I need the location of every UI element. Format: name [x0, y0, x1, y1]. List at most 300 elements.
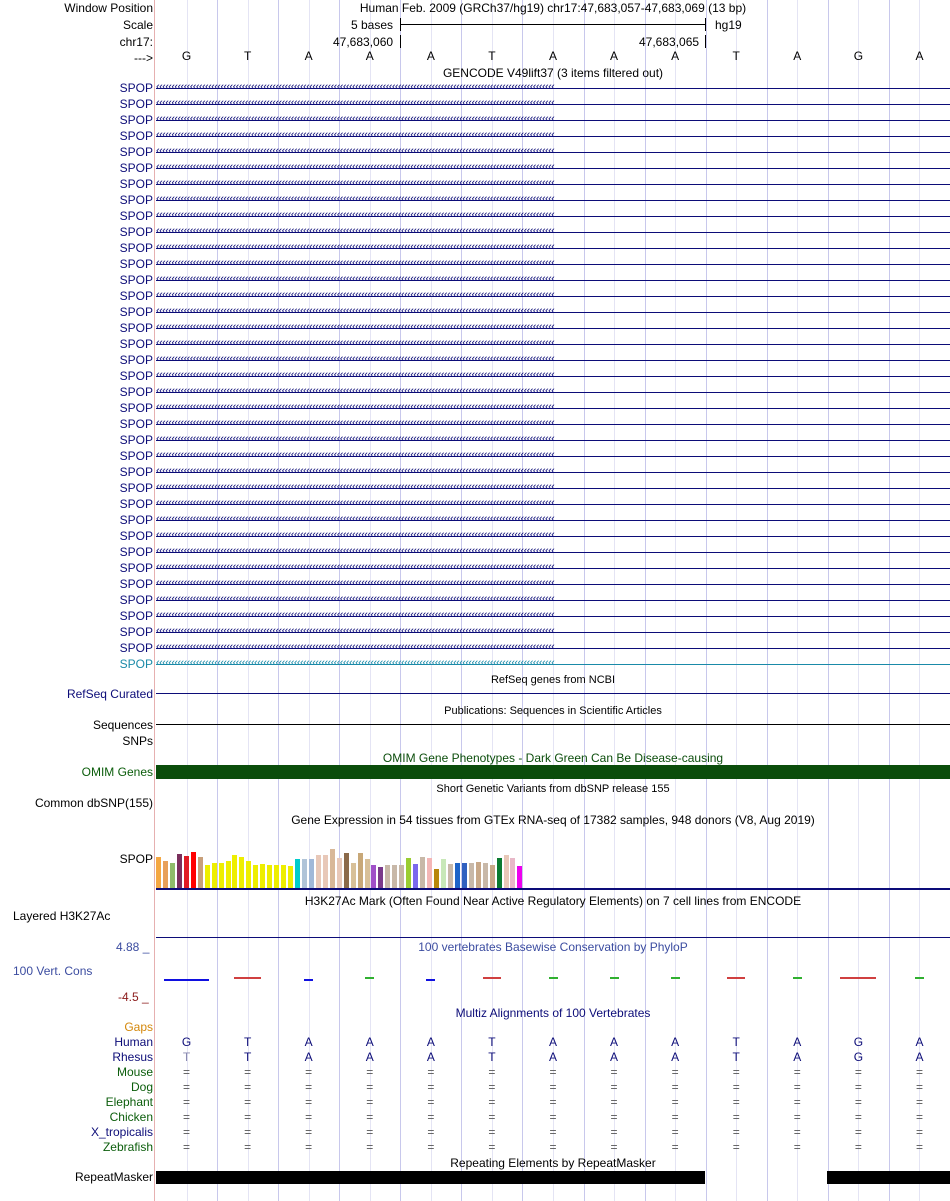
- gtex-tissue-bar[interactable]: [205, 865, 210, 888]
- gencode-transcript-label[interactable]: SPOP: [119, 369, 153, 383]
- multiz-species-label[interactable]: Zebrafish: [102, 1140, 153, 1154]
- multiz-base: =: [793, 1095, 801, 1109]
- publications-line[interactable]: [156, 724, 950, 725]
- gencode-transcript-label[interactable]: SPOP: [119, 433, 153, 447]
- multiz-base: T: [243, 1050, 252, 1064]
- multiz-species-label[interactable]: Elephant: [105, 1095, 153, 1109]
- multiz-base: =: [671, 1080, 679, 1094]
- gtex-tissue-bar[interactable]: [448, 864, 453, 888]
- publications-track-label[interactable]: Sequences: [92, 718, 153, 732]
- reference-base: A: [304, 49, 313, 63]
- gencode-transcript[interactable]: ‹‹‹‹‹‹‹‹‹‹‹‹‹‹‹‹‹‹‹‹‹‹‹‹‹‹‹‹‹‹‹‹‹‹‹‹‹‹‹‹‹‹‹‹‹‹‹‹‹‹‹‹‹‹‹‹‹‹‹‹‹‹‹‹‹‹‹‹‹‹‹‹‹‹‹‹‹‹‹‹‹‹‹‹‹‹‹‹‹‹‹‹‹‹‹‹‹‹‹‹‹‹‹‹‹‹‹‹‹‹‹‹‹‹‹‹‹‹‹‹‹‹‹‹‹‹‹‹‹‹: [156, 402, 950, 415]
- gtex-tissue-bar[interactable]: [351, 863, 356, 888]
- gtex-tissue-bar[interactable]: [309, 859, 314, 888]
- refseq-track-title: RefSeq genes from NCBI: [490, 674, 616, 686]
- gencode-transcript[interactable]: ‹‹‹‹‹‹‹‹‹‹‹‹‹‹‹‹‹‹‹‹‹‹‹‹‹‹‹‹‹‹‹‹‹‹‹‹‹‹‹‹‹‹‹‹‹‹‹‹‹‹‹‹‹‹‹‹‹‹‹‹‹‹‹‹‹‹‹‹‹‹‹‹‹‹‹‹‹‹‹‹‹‹‹‹‹‹‹‹‹‹‹‹‹‹‹‹‹‹‹‹‹‹‹‹‹‹‹‹‹‹‹‹‹‹‹‹‹‹‹‹‹‹‹‹‹‹‹‹‹‹: [156, 466, 950, 479]
- gtex-tissue-bar[interactable]: [288, 866, 293, 888]
- multiz-base: =: [305, 1080, 313, 1094]
- gencode-transcript[interactable]: ‹‹‹‹‹‹‹‹‹‹‹‹‹‹‹‹‹‹‹‹‹‹‹‹‹‹‹‹‹‹‹‹‹‹‹‹‹‹‹‹‹‹‹‹‹‹‹‹‹‹‹‹‹‹‹‹‹‹‹‹‹‹‹‹‹‹‹‹‹‹‹‹‹‹‹‹‹‹‹‹‹‹‹‹‹‹‹‹‹‹‹‹‹‹‹‹‹‹‹‹‹‹‹‹‹‹‹‹‹‹‹‹‹‹‹‹‹‹‹‹‹‹‹‹‹‹‹‹‹‹: [156, 610, 950, 623]
- multiz-base: =: [305, 1095, 313, 1109]
- multiz-species-label[interactable]: Dog: [130, 1080, 153, 1094]
- gtex-tissue-bar[interactable]: [462, 863, 467, 888]
- gtex-tissue-bar[interactable]: [253, 865, 258, 888]
- gencode-transcript-label[interactable]: SPOP: [119, 545, 153, 559]
- gtex-tissue-bar[interactable]: [260, 864, 265, 888]
- gtex-bar-chart[interactable]: [156, 828, 556, 888]
- gtex-tissue-bar[interactable]: [483, 863, 488, 888]
- reference-base: T: [243, 49, 252, 63]
- multiz-base: G: [181, 1035, 192, 1049]
- snps-track-label[interactable]: SNPs: [122, 734, 153, 748]
- gencode-transcript-label[interactable]: SPOP: [119, 465, 153, 479]
- gencode-transcript[interactable]: ‹‹‹‹‹‹‹‹‹‹‹‹‹‹‹‹‹‹‹‹‹‹‹‹‹‹‹‹‹‹‹‹‹‹‹‹‹‹‹‹‹‹‹‹‹‹‹‹‹‹‹‹‹‹‹‹‹‹‹‹‹‹‹‹‹‹‹‹‹‹‹‹‹‹‹‹‹‹‹‹‹‹‹‹‹‹‹‹‹‹‹‹‹‹‹‹‹‹‹‹‹‹‹‹‹‹‹‹‹‹‹‹‹‹‹‹‹‹‹‹‹‹‹‹‹‹‹‹‹‹: [156, 210, 950, 223]
- gtex-tissue-bar[interactable]: [295, 859, 300, 888]
- multiz-base: T: [732, 1050, 740, 1064]
- reference-base: A: [915, 49, 924, 63]
- gtex-tissue-bar[interactable]: [191, 852, 196, 888]
- gencode-transcript-label[interactable]: SPOP: [119, 225, 153, 239]
- gencode-transcript[interactable]: ‹‹‹‹‹‹‹‹‹‹‹‹‹‹‹‹‹‹‹‹‹‹‹‹‹‹‹‹‹‹‹‹‹‹‹‹‹‹‹‹‹‹‹‹‹‹‹‹‹‹‹‹‹‹‹‹‹‹‹‹‹‹‹‹‹‹‹‹‹‹‹‹‹‹‹‹‹‹‹‹‹‹‹‹‹‹‹‹‹‹‹‹‹‹‹‹‹‹‹‹‹‹‹‹‹‹‹‹‹‹‹‹‹‹‹‹‹‹‹‹‹‹‹‹‹‹‹‹‹‹: [156, 562, 950, 575]
- multiz-base: A: [671, 1035, 680, 1049]
- multiz-base: A: [304, 1050, 313, 1064]
- reference-base: A: [548, 49, 557, 63]
- multiz-base: =: [366, 1125, 374, 1139]
- multiz-species-label[interactable]: Human: [114, 1035, 153, 1049]
- gtex-tissue-bar[interactable]: [413, 864, 418, 888]
- gencode-transcript[interactable]: ‹‹‹‹‹‹‹‹‹‹‹‹‹‹‹‹‹‹‹‹‹‹‹‹‹‹‹‹‹‹‹‹‹‹‹‹‹‹‹‹‹‹‹‹‹‹‹‹‹‹‹‹‹‹‹‹‹‹‹‹‹‹‹‹‹‹‹‹‹‹‹‹‹‹‹‹‹‹‹‹‹‹‹‹‹‹‹‹‹‹‹‹‹‹‹‹‹‹‹‹‹‹‹‹‹‹‹‹‹‹‹‹‹‹‹‹‹‹‹‹‹‹‹‹‹‹‹‹‹‹: [156, 258, 950, 271]
- phylop-score-mark[interactable]: [727, 977, 745, 979]
- gtex-tissue-bar[interactable]: [490, 865, 495, 888]
- multiz-base: =: [183, 1065, 191, 1079]
- gencode-transcript[interactable]: ‹‹‹‹‹‹‹‹‹‹‹‹‹‹‹‹‹‹‹‹‹‹‹‹‹‹‹‹‹‹‹‹‹‹‹‹‹‹‹‹‹‹‹‹‹‹‹‹‹‹‹‹‹‹‹‹‹‹‹‹‹‹‹‹‹‹‹‹‹‹‹‹‹‹‹‹‹‹‹‹‹‹‹‹‹‹‹‹‹‹‹‹‹‹‹‹‹‹‹‹‹‹‹‹‹‹‹‹‹‹‹‹‹‹‹‹‹‹‹‹‹‹‹‹‹‹‹‹‹‹: [156, 514, 950, 527]
- gencode-transcript-label[interactable]: SPOP: [119, 417, 153, 431]
- reference-base: A: [671, 49, 680, 63]
- multiz-base: =: [793, 1065, 801, 1079]
- db-name: hg19: [715, 18, 742, 32]
- gencode-transcript[interactable]: ‹‹‹‹‹‹‹‹‹‹‹‹‹‹‹‹‹‹‹‹‹‹‹‹‹‹‹‹‹‹‹‹‹‹‹‹‹‹‹‹‹‹‹‹‹‹‹‹‹‹‹‹‹‹‹‹‹‹‹‹‹‹‹‹‹‹‹‹‹‹‹‹‹‹‹‹‹‹‹‹‹‹‹‹‹‹‹‹‹‹‹‹‹‹‹‹‹‹‹‹‹‹‹‹‹‹‹‹‹‹‹‹‹‹‹‹‹‹‹‹‹‹‹‹‹‹‹‹‹‹: [156, 290, 950, 303]
- gencode-transcript-label[interactable]: SPOP: [119, 657, 153, 671]
- gencode-transcript-label[interactable]: SPOP: [119, 177, 153, 191]
- gtex-tissue-bar[interactable]: [330, 849, 335, 888]
- multiz-base: =: [732, 1125, 740, 1139]
- gencode-transcript[interactable]: ‹‹‹‹‹‹‹‹‹‹‹‹‹‹‹‹‹‹‹‹‹‹‹‹‹‹‹‹‹‹‹‹‹‹‹‹‹‹‹‹‹‹‹‹‹‹‹‹‹‹‹‹‹‹‹‹‹‹‹‹‹‹‹‹‹‹‹‹‹‹‹‹‹‹‹‹‹‹‹‹‹‹‹‹‹‹‹‹‹‹‹‹‹‹‹‹‹‹‹‹‹‹‹‹‹‹‹‹‹‹‹‹‹‹‹‹‹‹‹‹‹‹‹‹‹‹‹‹‹‹: [156, 98, 950, 111]
- gencode-transcript-label[interactable]: SPOP: [119, 145, 153, 159]
- gtex-tissue-bar[interactable]: [316, 855, 321, 888]
- chrom-label: chr17:: [119, 35, 153, 49]
- gtex-tissue-bar[interactable]: [170, 863, 175, 888]
- multiz-base: A: [426, 1035, 435, 1049]
- multiz-base: A: [915, 1035, 924, 1049]
- gencode-transcript[interactable]: ‹‹‹‹‹‹‹‹‹‹‹‹‹‹‹‹‹‹‹‹‹‹‹‹‹‹‹‹‹‹‹‹‹‹‹‹‹‹‹‹‹‹‹‹‹‹‹‹‹‹‹‹‹‹‹‹‹‹‹‹‹‹‹‹‹‹‹‹‹‹‹‹‹‹‹‹‹‹‹‹‹‹‹‹‹‹‹‹‹‹‹‹‹‹‹‹‹‹‹‹‹‹‹‹‹‹‹‹‹‹‹‹‹‹‹‹‹‹‹‹‹‹‹‹‹‹‹‹‹‹: [156, 530, 950, 543]
- multiz-base: =: [732, 1065, 740, 1079]
- multiz-base: =: [549, 1080, 557, 1094]
- gtex-tissue-bar[interactable]: [371, 865, 376, 888]
- reference-base: A: [610, 49, 619, 63]
- multiz-base: =: [915, 1125, 923, 1139]
- gencode-transcript-label[interactable]: SPOP: [119, 129, 153, 143]
- gtex-tissue-bar[interactable]: [427, 858, 432, 888]
- multiz-base: =: [488, 1125, 496, 1139]
- multiz-base: =: [305, 1140, 313, 1154]
- multiz-base: =: [244, 1125, 252, 1139]
- gencode-transcript[interactable]: ‹‹‹‹‹‹‹‹‹‹‹‹‹‹‹‹‹‹‹‹‹‹‹‹‹‹‹‹‹‹‹‹‹‹‹‹‹‹‹‹‹‹‹‹‹‹‹‹‹‹‹‹‹‹‹‹‹‹‹‹‹‹‹‹‹‹‹‹‹‹‹‹‹‹‹‹‹‹‹‹‹‹‹‹‹‹‹‹‹‹‹‹‹‹‹‹‹‹‹‹‹‹‹‹‹‹‹‹‹‹‹‹‹‹‹‹‹‹‹‹‹‹‹‹‹‹‹‹‹‹: [156, 226, 950, 239]
- multiz-base: =: [305, 1065, 313, 1079]
- multiz-base: =: [244, 1110, 252, 1124]
- phylop-ymax: 4.88 _: [116, 940, 150, 954]
- gencode-transcript-label[interactable]: SPOP: [119, 209, 153, 223]
- phylop-score-mark[interactable]: [915, 977, 924, 979]
- gencode-transcript[interactable]: ‹‹‹‹‹‹‹‹‹‹‹‹‹‹‹‹‹‹‹‹‹‹‹‹‹‹‹‹‹‹‹‹‹‹‹‹‹‹‹‹‹‹‹‹‹‹‹‹‹‹‹‹‹‹‹‹‹‹‹‹‹‹‹‹‹‹‹‹‹‹‹‹‹‹‹‹‹‹‹‹‹‹‹‹‹‹‹‹‹‹‹‹‹‹‹‹‹‹‹‹‹‹‹‹‹‹‹‹‹‹‹‹‹‹‹‹‹‹‹‹‹‹‹‹‹‹‹‹‹‹: [156, 194, 950, 207]
- multiz-base: =: [854, 1095, 862, 1109]
- gencode-transcript[interactable]: ‹‹‹‹‹‹‹‹‹‹‹‹‹‹‹‹‹‹‹‹‹‹‹‹‹‹‹‹‹‹‹‹‹‹‹‹‹‹‹‹‹‹‹‹‹‹‹‹‹‹‹‹‹‹‹‹‹‹‹‹‹‹‹‹‹‹‹‹‹‹‹‹‹‹‹‹‹‹‹‹‹‹‹‹‹‹‹‹‹‹‹‹‹‹‹‹‹‹‹‹‹‹‹‹‹‹‹‹‹‹‹‹‹‹‹‹‹‹‹‹‹‹‹‹‹‹‹‹‹‹: [156, 418, 950, 431]
- gencode-transcript-label[interactable]: SPOP: [119, 193, 153, 207]
- gtex-tissue-bar[interactable]: [232, 855, 237, 888]
- gencode-track-title: GENCODE V49lift37 (3 items filtered out): [442, 66, 664, 80]
- multiz-base: A: [548, 1050, 557, 1064]
- multiz-base: A: [671, 1050, 680, 1064]
- multiz-base: =: [549, 1110, 557, 1124]
- reference-base: T: [488, 49, 496, 63]
- gtex-tissue-bar[interactable]: [378, 867, 383, 888]
- gencode-transcript[interactable]: ‹‹‹‹‹‹‹‹‹‹‹‹‹‹‹‹‹‹‹‹‹‹‹‹‹‹‹‹‹‹‹‹‹‹‹‹‹‹‹‹‹‹‹‹‹‹‹‹‹‹‹‹‹‹‹‹‹‹‹‹‹‹‹‹‹‹‹‹‹‹‹‹‹‹‹‹‹‹‹‹‹‹‹‹‹‹‹‹‹‹‹‹‹‹‹‹‹‹‹‹‹‹‹‹‹‹‹‹‹‹‹‹‹‹‹‹‹‹‹‹‹‹‹‹‹‹‹‹‹‹: [156, 146, 950, 159]
- repeatmasker-track-title: Repeating Elements by RepeatMasker: [450, 1156, 656, 1170]
- h3k27ac-track-label[interactable]: Layered H3K27Ac: [13, 909, 111, 923]
- position-right-tick: [705, 35, 706, 48]
- multiz-base: =: [244, 1140, 252, 1154]
- multiz-base: =: [610, 1095, 618, 1109]
- multiz-base: =: [549, 1065, 557, 1079]
- gtex-tissue-bar[interactable]: [239, 857, 244, 888]
- multiz-base: =: [610, 1080, 618, 1094]
- phylop-score-mark[interactable]: [671, 977, 680, 979]
- gencode-transcript-label[interactable]: SPOP: [119, 401, 153, 415]
- multiz-base: =: [793, 1080, 801, 1094]
- gencode-transcript[interactable]: ‹‹‹‹‹‹‹‹‹‹‹‹‹‹‹‹‹‹‹‹‹‹‹‹‹‹‹‹‹‹‹‹‹‹‹‹‹‹‹‹‹‹‹‹‹‹‹‹‹‹‹‹‹‹‹‹‹‹‹‹‹‹‹‹‹‹‹‹‹‹‹‹‹‹‹‹‹‹‹‹‹‹‹‹‹‹‹‹‹‹‹‹‹‹‹‹‹‹‹‹‹‹‹‹‹‹‹‹‹‹‹‹‹‹‹‹‹‹‹‹‹‹‹‹‹‹‹‹‹‹: [156, 626, 950, 639]
- multiz-base: =: [305, 1125, 313, 1139]
- gencode-transcript[interactable]: ‹‹‹‹‹‹‹‹‹‹‹‹‹‹‹‹‹‹‹‹‹‹‹‹‹‹‹‹‹‹‹‹‹‹‹‹‹‹‹‹‹‹‹‹‹‹‹‹‹‹‹‹‹‹‹‹‹‹‹‹‹‹‹‹‹‹‹‹‹‹‹‹‹‹‹‹‹‹‹‹‹‹‹‹‹‹‹‹‹‹‹‹‹‹‹‹‹‹‹‹‹‹‹‹‹‹‹‹‹‹‹‹‹‹‹‹‹‹‹‹‹‹‹‹‹‹‹‹‹‹: [156, 434, 950, 447]
- phylop-score-mark[interactable]: [793, 977, 802, 979]
- gencode-transcript-label[interactable]: SPOP: [119, 305, 153, 319]
- gencode-transcript-label[interactable]: SPOP: [119, 97, 153, 111]
- gtex-tissue-bar[interactable]: [163, 861, 168, 888]
- gtex-tissue-bar[interactable]: [392, 865, 397, 888]
- reference-base: G: [853, 49, 864, 63]
- multiz-base: =: [183, 1095, 191, 1109]
- multiz-species-label[interactable]: X_tropicalis: [90, 1125, 153, 1139]
- scale-bar-right-tick: [705, 18, 706, 31]
- gencode-transcript-label[interactable]: SPOP: [119, 497, 153, 511]
- multiz-base: =: [671, 1140, 679, 1154]
- reference-base: G: [181, 49, 192, 63]
- phylop-score-mark[interactable]: [426, 979, 435, 981]
- multiz-base: =: [732, 1095, 740, 1109]
- multiz-base: T: [732, 1035, 740, 1049]
- multiz-base: =: [732, 1140, 740, 1154]
- phylop-score-mark[interactable]: [483, 977, 501, 979]
- h3k27ac-track-title: H3K27Ac Mark (Often Found Near Active Regulatory Elements) on 7 cell lines from ENCODE: [304, 894, 802, 908]
- multiz-base: =: [610, 1110, 618, 1124]
- multiz-base: =: [854, 1110, 862, 1124]
- gencode-transcript-label[interactable]: SPOP: [119, 385, 153, 399]
- gencode-transcript[interactable]: ‹‹‹‹‹‹‹‹‹‹‹‹‹‹‹‹‹‹‹‹‹‹‹‹‹‹‹‹‹‹‹‹‹‹‹‹‹‹‹‹‹‹‹‹‹‹‹‹‹‹‹‹‹‹‹‹‹‹‹‹‹‹‹‹‹‹‹‹‹‹‹‹‹‹‹‹‹‹‹‹‹‹‹‹‹‹‹‹‹‹‹‹‹‹‹‹‹‹‹‹‹‹‹‹‹‹‹‹‹‹‹‹‹‹‹‹‹‹‹‹‹‹‹‹‹‹‹‹‹‹: [156, 386, 950, 399]
- gtex-tissue-bar[interactable]: [385, 865, 390, 888]
- gencode-transcript-label[interactable]: SPOP: [119, 337, 153, 351]
- gtex-tissue-bar[interactable]: [476, 862, 481, 888]
- scale-value: 5 bases: [351, 18, 394, 32]
- gtex-tissue-bar[interactable]: [337, 858, 342, 888]
- gencode-transcript[interactable]: ‹‹‹‹‹‹‹‹‹‹‹‹‹‹‹‹‹‹‹‹‹‹‹‹‹‹‹‹‹‹‹‹‹‹‹‹‹‹‹‹‹‹‹‹‹‹‹‹‹‹‹‹‹‹‹‹‹‹‹‹‹‹‹‹‹‹‹‹‹‹‹‹‹‹‹‹‹‹‹‹‹‹‹‹‹‹‹‹‹‹‹‹‹‹‹‹‹‹‹‹‹‹‹‹‹‹‹‹‹‹‹‹‹‹‹‹‹‹‹‹‹‹‹‹‹‹‹‹‹‹: [156, 546, 950, 559]
- gencode-transcript[interactable]: ‹‹‹‹‹‹‹‹‹‹‹‹‹‹‹‹‹‹‹‹‹‹‹‹‹‹‹‹‹‹‹‹‹‹‹‹‹‹‹‹‹‹‹‹‹‹‹‹‹‹‹‹‹‹‹‹‹‹‹‹‹‹‹‹‹‹‹‹‹‹‹‹‹‹‹‹‹‹‹‹‹‹‹‹‹‹‹‹‹‹‹‹‹‹‹‹‹‹‹‹‹‹‹‹‹‹‹‹‹‹‹‹‹‹‹‹‹‹‹‹‹‹‹‹‹‹‹‹‹‹: [156, 162, 950, 175]
- gencode-transcript-label[interactable]: SPOP: [119, 593, 153, 607]
- multiz-base: =: [549, 1095, 557, 1109]
- gencode-transcript-label[interactable]: SPOP: [119, 449, 153, 463]
- phylop-ymin: -4.5 _: [118, 990, 149, 1004]
- publications-track-title: Publications: Sequences in Scientific Articles: [444, 705, 662, 717]
- multiz-base: T: [488, 1050, 496, 1064]
- multiz-base: =: [488, 1065, 496, 1079]
- multiz-base: =: [915, 1095, 923, 1109]
- multiz-base: T: [243, 1035, 252, 1049]
- multiz-base: =: [671, 1110, 679, 1124]
- window-position-label: Window Position: [64, 1, 153, 15]
- multiz-base: =: [366, 1110, 374, 1124]
- gencode-transcript-label[interactable]: SPOP: [119, 625, 153, 639]
- gencode-transcript-label[interactable]: SPOP: [119, 257, 153, 271]
- gtex-tissue-bar[interactable]: [497, 858, 502, 888]
- gencode-transcript[interactable]: ‹‹‹‹‹‹‹‹‹‹‹‹‹‹‹‹‹‹‹‹‹‹‹‹‹‹‹‹‹‹‹‹‹‹‹‹‹‹‹‹‹‹‹‹‹‹‹‹‹‹‹‹‹‹‹‹‹‹‹‹‹‹‹‹‹‹‹‹‹‹‹‹‹‹‹‹‹‹‹‹‹‹‹‹‹‹‹‹‹‹‹‹‹‹‹‹‹‹‹‹‹‹‹‹‹‹‹‹‹‹‹‹‹‹‹‹‹‹‹‹‹‹‹‹‹‹‹‹‹‹: [156, 242, 950, 255]
- gtex-tissue-bar[interactable]: [219, 863, 224, 888]
- multiz-base: G: [853, 1035, 864, 1049]
- gtex-tissue-bar[interactable]: [212, 863, 217, 888]
- gtex-tissue-bar[interactable]: [274, 865, 279, 888]
- gtex-tissue-bar[interactable]: [399, 865, 404, 888]
- gtex-tissue-bar[interactable]: [420, 857, 425, 888]
- gencode-transcript-label[interactable]: SPOP: [119, 529, 153, 543]
- phylop-track-title: 100 vertebrates Basewise Conservation by PhyloP: [418, 940, 688, 954]
- multiz-base: =: [610, 1140, 618, 1154]
- gtex-tissue-bar[interactable]: [323, 855, 328, 888]
- multiz-base: =: [732, 1110, 740, 1124]
- multiz-base: =: [915, 1080, 923, 1094]
- multiz-species-label[interactable]: Rhesus: [112, 1050, 153, 1064]
- multiz-base: =: [305, 1110, 313, 1124]
- gtex-tissue-bar[interactable]: [504, 855, 509, 888]
- gtex-tissue-bar[interactable]: [302, 859, 307, 888]
- position-right: 47,683,065: [639, 35, 700, 49]
- multiz-gaps-label: Gaps: [124, 1020, 153, 1034]
- assembly-position: Human Feb. 2009 (GRCh37/hg19) chr17:47,683,057-47,683,069 (13 bp): [359, 1, 747, 15]
- gtex-tissue-bar[interactable]: [441, 859, 446, 888]
- repeat-element-left[interactable]: [156, 1171, 705, 1184]
- reference-base: T: [732, 49, 740, 63]
- multiz-base: =: [854, 1065, 862, 1079]
- gtex-tissue-bar[interactable]: [406, 858, 411, 888]
- multiz-track-title: Multiz Alignments of 100 Vertebrates: [455, 1006, 651, 1020]
- gtex-tissue-bar[interactable]: [156, 857, 161, 888]
- multiz-base: =: [244, 1080, 252, 1094]
- phylop-track-label[interactable]: 100 Vert. Cons: [13, 964, 93, 978]
- multiz-base: =: [854, 1080, 862, 1094]
- gencode-transcript[interactable]: ‹‹‹‹‹‹‹‹‹‹‹‹‹‹‹‹‹‹‹‹‹‹‹‹‹‹‹‹‹‹‹‹‹‹‹‹‹‹‹‹‹‹‹‹‹‹‹‹‹‹‹‹‹‹‹‹‹‹‹‹‹‹‹‹‹‹‹‹‹‹‹‹‹‹‹‹‹‹‹‹‹‹‹‹‹‹‹‹‹‹‹‹‹‹‹‹‹‹‹‹‹‹‹‹‹‹‹‹‹‹‹‹‹‹‹‹‹‹‹‹‹‹‹‹‹‹‹‹‹‹: [156, 642, 950, 655]
- gencode-transcript-label[interactable]: SPOP: [119, 561, 153, 575]
- multiz-base: =: [488, 1140, 496, 1154]
- multiz-base: =: [793, 1110, 801, 1124]
- h3k27ac-baseline: [156, 937, 950, 938]
- gtex-tissue-bar[interactable]: [365, 859, 370, 888]
- gtex-tissue-bar[interactable]: [177, 854, 182, 888]
- gencode-transcript[interactable]: ‹‹‹‹‹‹‹‹‹‹‹‹‹‹‹‹‹‹‹‹‹‹‹‹‹‹‹‹‹‹‹‹‹‹‹‹‹‹‹‹‹‹‹‹‹‹‹‹‹‹‹‹‹‹‹‹‹‹‹‹‹‹‹‹‹‹‹‹‹‹‹‹‹‹‹‹‹‹‹‹‹‹‹‹‹‹‹‹‹‹‹‹‹‹‹‹‹‹‹‹‹‹‹‹‹‹‹‹‹‹‹‹‹‹‹‹‹‹‹‹‹‹‹‹‹‹‹‹‹‹: [156, 594, 950, 607]
- dbsnp-track-label[interactable]: Common dbSNP(155): [34, 796, 153, 810]
- gencode-transcript[interactable]: ‹‹‹‹‹‹‹‹‹‹‹‹‹‹‹‹‹‹‹‹‹‹‹‹‹‹‹‹‹‹‹‹‹‹‹‹‹‹‹‹‹‹‹‹‹‹‹‹‹‹‹‹‹‹‹‹‹‹‹‹‹‹‹‹‹‹‹‹‹‹‹‹‹‹‹‹‹‹‹‹‹‹‹‹‹‹‹‹‹‹‹‹‹‹‹‹‹‹‹‹‹‹‹‹‹‹‹‹‹‹‹‹‹‹‹‹‹‹‹‹‹‹‹‹‹‹‹‹‹‹: [156, 658, 950, 671]
- multiz-base: A: [610, 1035, 619, 1049]
- multiz-base: =: [427, 1110, 435, 1124]
- dbsnp-track-title: Short Genetic Variants from dbSNP release 155: [436, 783, 670, 795]
- reference-base: A: [365, 49, 374, 63]
- phylop-score-mark[interactable]: [304, 979, 313, 981]
- gtex-tissue-bar[interactable]: [510, 858, 515, 888]
- gencode-transcript-label[interactable]: SPOP: [119, 641, 153, 655]
- gencode-transcript[interactable]: ‹‹‹‹‹‹‹‹‹‹‹‹‹‹‹‹‹‹‹‹‹‹‹‹‹‹‹‹‹‹‹‹‹‹‹‹‹‹‹‹‹‹‹‹‹‹‹‹‹‹‹‹‹‹‹‹‹‹‹‹‹‹‹‹‹‹‹‹‹‹‹‹‹‹‹‹‹‹‹‹‹‹‹‹‹‹‹‹‹‹‹‹‹‹‹‹‹‹‹‹‹‹‹‹‹‹‹‹‹‹‹‹‹‹‹‹‹‹‹‹‹‹‹‹‹‹‹‹‹‹: [156, 82, 950, 95]
- multiz-base: =: [488, 1110, 496, 1124]
- gencode-transcript[interactable]: ‹‹‹‹‹‹‹‹‹‹‹‹‹‹‹‹‹‹‹‹‹‹‹‹‹‹‹‹‹‹‹‹‹‹‹‹‹‹‹‹‹‹‹‹‹‹‹‹‹‹‹‹‹‹‹‹‹‹‹‹‹‹‹‹‹‹‹‹‹‹‹‹‹‹‹‹‹‹‹‹‹‹‹‹‹‹‹‹‹‹‹‹‹‹‹‹‹‹‹‹‹‹‹‹‹‹‹‹‹‹‹‹‹‹‹‹‹‹‹‹‹‹‹‹‹‹‹‹‹‹: [156, 338, 950, 351]
- gencode-transcript-label[interactable]: SPOP: [119, 241, 153, 255]
- refseq-gene-line[interactable]: [156, 693, 950, 694]
- multiz-base: =: [427, 1140, 435, 1154]
- multiz-base: =: [793, 1125, 801, 1139]
- gtex-tissue-bar[interactable]: [198, 857, 203, 888]
- scale-bar: [400, 24, 706, 25]
- gtex-tissue-bar[interactable]: [281, 865, 286, 888]
- phylop-score-mark[interactable]: [164, 979, 209, 981]
- gencode-transcript[interactable]: ‹‹‹‹‹‹‹‹‹‹‹‹‹‹‹‹‹‹‹‹‹‹‹‹‹‹‹‹‹‹‹‹‹‹‹‹‹‹‹‹‹‹‹‹‹‹‹‹‹‹‹‹‹‹‹‹‹‹‹‹‹‹‹‹‹‹‹‹‹‹‹‹‹‹‹‹‹‹‹‹‹‹‹‹‹‹‹‹‹‹‹‹‹‹‹‹‹‹‹‹‹‹‹‹‹‹‹‹‹‹‹‹‹‹‹‹‹‹‹‹‹‹‹‹‹‹‹‹‹‹: [156, 306, 950, 319]
- multiz-base: =: [732, 1080, 740, 1094]
- multiz-base: A: [426, 1050, 435, 1064]
- gencode-transcript-label[interactable]: SPOP: [119, 353, 153, 367]
- multiz-base: =: [427, 1125, 435, 1139]
- reference-base: A: [426, 49, 435, 63]
- gtex-tissue-bar[interactable]: [226, 861, 231, 888]
- gencode-transcript-label[interactable]: SPOP: [119, 481, 153, 495]
- multiz-base: A: [365, 1035, 374, 1049]
- gtex-tissue-bar[interactable]: [246, 861, 251, 888]
- gencode-transcript[interactable]: ‹‹‹‹‹‹‹‹‹‹‹‹‹‹‹‹‹‹‹‹‹‹‹‹‹‹‹‹‹‹‹‹‹‹‹‹‹‹‹‹‹‹‹‹‹‹‹‹‹‹‹‹‹‹‹‹‹‹‹‹‹‹‹‹‹‹‹‹‹‹‹‹‹‹‹‹‹‹‹‹‹‹‹‹‹‹‹‹‹‹‹‹‹‹‹‹‹‹‹‹‹‹‹‹‹‹‹‹‹‹‹‹‹‹‹‹‹‹‹‹‹‹‹‹‹‹‹‹‹‹: [156, 114, 950, 127]
- multiz-base: =: [183, 1110, 191, 1124]
- multiz-base: T: [488, 1035, 496, 1049]
- multiz-base: =: [671, 1065, 679, 1079]
- gencode-transcript-label[interactable]: SPOP: [119, 513, 153, 527]
- phylop-score-mark[interactable]: [840, 977, 876, 979]
- gencode-transcript-label[interactable]: SPOP: [119, 609, 153, 623]
- multiz-base: A: [793, 1035, 802, 1049]
- scale-label: Scale: [122, 18, 153, 32]
- gencode-transcript[interactable]: ‹‹‹‹‹‹‹‹‹‹‹‹‹‹‹‹‹‹‹‹‹‹‹‹‹‹‹‹‹‹‹‹‹‹‹‹‹‹‹‹‹‹‹‹‹‹‹‹‹‹‹‹‹‹‹‹‹‹‹‹‹‹‹‹‹‹‹‹‹‹‹‹‹‹‹‹‹‹‹‹‹‹‹‹‹‹‹‹‹‹‹‹‹‹‹‹‹‹‹‹‹‹‹‹‹‹‹‹‹‹‹‹‹‹‹‹‹‹‹‹‹‹‹‹‹‹‹‹‹‹: [156, 322, 950, 335]
- repeatmasker-track-label[interactable]: RepeatMasker: [74, 1170, 153, 1184]
- gencode-transcript-label[interactable]: SPOP: [119, 321, 153, 335]
- multiz-base: A: [915, 1050, 924, 1064]
- multiz-base: =: [244, 1065, 252, 1079]
- gencode-transcript[interactable]: ‹‹‹‹‹‹‹‹‹‹‹‹‹‹‹‹‹‹‹‹‹‹‹‹‹‹‹‹‹‹‹‹‹‹‹‹‹‹‹‹‹‹‹‹‹‹‹‹‹‹‹‹‹‹‹‹‹‹‹‹‹‹‹‹‹‹‹‹‹‹‹‹‹‹‹‹‹‹‹‹‹‹‹‹‹‹‹‹‹‹‹‹‹‹‹‹‹‹‹‹‹‹‹‹‹‹‹‹‹‹‹‹‹‹‹‹‹‹‹‹‹‹‹‹‹‹‹‹‹‹: [156, 498, 950, 511]
- gencode-transcript[interactable]: ‹‹‹‹‹‹‹‹‹‹‹‹‹‹‹‹‹‹‹‹‹‹‹‹‹‹‹‹‹‹‹‹‹‹‹‹‹‹‹‹‹‹‹‹‹‹‹‹‹‹‹‹‹‹‹‹‹‹‹‹‹‹‹‹‹‹‹‹‹‹‹‹‹‹‹‹‹‹‹‹‹‹‹‹‹‹‹‹‹‹‹‹‹‹‹‹‹‹‹‹‹‹‹‹‹‹‹‹‹‹‹‹‹‹‹‹‹‹‹‹‹‹‹‹‹‹‹‹‹‹: [156, 482, 950, 495]
- multiz-base: =: [427, 1065, 435, 1079]
- gtex-tissue-bar[interactable]: [344, 853, 349, 888]
- gtex-track-title: Gene Expression in 54 tissues from GTEx RNA-seq of 17382 samples, 948 donors (V8, Aug 2019): [291, 813, 815, 827]
- multiz-base: =: [366, 1065, 374, 1079]
- phylop-score-mark[interactable]: [234, 977, 261, 979]
- multiz-base: =: [549, 1140, 557, 1154]
- gtex-tissue-bar[interactable]: [184, 856, 189, 888]
- multiz-species-label[interactable]: Mouse: [116, 1065, 153, 1079]
- gencode-transcript-label[interactable]: SPOP: [119, 161, 153, 175]
- multiz-base: A: [304, 1035, 313, 1049]
- multiz-base: A: [365, 1050, 374, 1064]
- multiz-base: =: [366, 1095, 374, 1109]
- label-margin-divider: [154, 0, 155, 1201]
- gencode-transcript-label[interactable]: SPOP: [119, 289, 153, 303]
- multiz-species-label[interactable]: Chicken: [109, 1110, 153, 1124]
- position-left: 47,683,060: [333, 35, 394, 49]
- phylop-score-mark[interactable]: [365, 977, 374, 979]
- gencode-transcript-label[interactable]: SPOP: [119, 81, 153, 95]
- refseq-track-label[interactable]: RefSeq Curated: [66, 687, 153, 701]
- gtex-tissue-bar[interactable]: [469, 863, 474, 888]
- gtex-tissue-bar[interactable]: [358, 853, 363, 888]
- phylop-score-mark[interactable]: [610, 977, 619, 979]
- reference-base: A: [793, 49, 802, 63]
- omim-track-label[interactable]: OMIM Genes: [81, 765, 153, 779]
- gencode-transcript-label[interactable]: SPOP: [119, 113, 153, 127]
- repeat-element-right[interactable]: [827, 1171, 950, 1184]
- multiz-base: =: [549, 1125, 557, 1139]
- multiz-base: =: [427, 1095, 435, 1109]
- multiz-base: =: [671, 1125, 679, 1139]
- multiz-base: =: [915, 1065, 923, 1079]
- multiz-base: =: [915, 1140, 923, 1154]
- strand-label: --->: [134, 51, 153, 65]
- gtex-tissue-bar[interactable]: [455, 863, 460, 888]
- multiz-base: =: [183, 1080, 191, 1094]
- multiz-base: =: [610, 1065, 618, 1079]
- gencode-transcript[interactable]: ‹‹‹‹‹‹‹‹‹‹‹‹‹‹‹‹‹‹‹‹‹‹‹‹‹‹‹‹‹‹‹‹‹‹‹‹‹‹‹‹‹‹‹‹‹‹‹‹‹‹‹‹‹‹‹‹‹‹‹‹‹‹‹‹‹‹‹‹‹‹‹‹‹‹‹‹‹‹‹‹‹‹‹‹‹‹‹‹‹‹‹‹‹‹‹‹‹‹‹‹‹‹‹‹‹‹‹‹‹‹‹‹‹‹‹‹‹‹‹‹‹‹‹‹‹‹‹‹‹‹: [156, 450, 950, 463]
- multiz-base: =: [244, 1095, 252, 1109]
- gencode-transcript[interactable]: ‹‹‹‹‹‹‹‹‹‹‹‹‹‹‹‹‹‹‹‹‹‹‹‹‹‹‹‹‹‹‹‹‹‹‹‹‹‹‹‹‹‹‹‹‹‹‹‹‹‹‹‹‹‹‹‹‹‹‹‹‹‹‹‹‹‹‹‹‹‹‹‹‹‹‹‹‹‹‹‹‹‹‹‹‹‹‹‹‹‹‹‹‹‹‹‹‹‹‹‹‹‹‹‹‹‹‹‹‹‹‹‹‹‹‹‹‹‹‹‹‹‹‹‹‹‹‹‹‹‹: [156, 354, 950, 367]
- multiz-base: A: [793, 1050, 802, 1064]
- phylop-score-mark[interactable]: [549, 977, 558, 979]
- gtex-track-label[interactable]: SPOP: [119, 852, 153, 866]
- gencode-transcript-label[interactable]: SPOP: [119, 273, 153, 287]
- multiz-base: =: [427, 1080, 435, 1094]
- gtex-tissue-bar[interactable]: [517, 866, 522, 888]
- multiz-base: =: [183, 1125, 191, 1139]
- gencode-transcript[interactable]: ‹‹‹‹‹‹‹‹‹‹‹‹‹‹‹‹‹‹‹‹‹‹‹‹‹‹‹‹‹‹‹‹‹‹‹‹‹‹‹‹‹‹‹‹‹‹‹‹‹‹‹‹‹‹‹‹‹‹‹‹‹‹‹‹‹‹‹‹‹‹‹‹‹‹‹‹‹‹‹‹‹‹‹‹‹‹‹‹‹‹‹‹‹‹‹‹‹‹‹‹‹‹‹‹‹‹‹‹‹‹‹‹‹‹‹‹‹‹‹‹‹‹‹‹‹‹‹‹‹‹: [156, 130, 950, 143]
- gencode-transcript[interactable]: ‹‹‹‹‹‹‹‹‹‹‹‹‹‹‹‹‹‹‹‹‹‹‹‹‹‹‹‹‹‹‹‹‹‹‹‹‹‹‹‹‹‹‹‹‹‹‹‹‹‹‹‹‹‹‹‹‹‹‹‹‹‹‹‹‹‹‹‹‹‹‹‹‹‹‹‹‹‹‹‹‹‹‹‹‹‹‹‹‹‹‹‹‹‹‹‹‹‹‹‹‹‹‹‹‹‹‹‹‹‹‹‹‹‹‹‹‹‹‹‹‹‹‹‹‹‹‹‹‹‹: [156, 178, 950, 191]
- gencode-transcript[interactable]: ‹‹‹‹‹‹‹‹‹‹‹‹‹‹‹‹‹‹‹‹‹‹‹‹‹‹‹‹‹‹‹‹‹‹‹‹‹‹‹‹‹‹‹‹‹‹‹‹‹‹‹‹‹‹‹‹‹‹‹‹‹‹‹‹‹‹‹‹‹‹‹‹‹‹‹‹‹‹‹‹‹‹‹‹‹‹‹‹‹‹‹‹‹‹‹‹‹‹‹‹‹‹‹‹‹‹‹‹‹‹‹‹‹‹‹‹‹‹‹‹‹‹‹‹‹‹‹‹‹‹: [156, 370, 950, 383]
- position-left-tick: [400, 35, 401, 48]
- gtex-tissue-bar[interactable]: [434, 869, 439, 888]
- multiz-base: G: [853, 1050, 864, 1064]
- gencode-transcript[interactable]: ‹‹‹‹‹‹‹‹‹‹‹‹‹‹‹‹‹‹‹‹‹‹‹‹‹‹‹‹‹‹‹‹‹‹‹‹‹‹‹‹‹‹‹‹‹‹‹‹‹‹‹‹‹‹‹‹‹‹‹‹‹‹‹‹‹‹‹‹‹‹‹‹‹‹‹‹‹‹‹‹‹‹‹‹‹‹‹‹‹‹‹‹‹‹‹‹‹‹‹‹‹‹‹‹‹‹‹‹‹‹‹‹‹‹‹‹‹‹‹‹‹‹‹‹‹‹‹‹‹‹: [156, 274, 950, 287]
- multiz-base: =: [488, 1080, 496, 1094]
- gencode-transcript-label[interactable]: SPOP: [119, 577, 153, 591]
- gencode-transcript[interactable]: ‹‹‹‹‹‹‹‹‹‹‹‹‹‹‹‹‹‹‹‹‹‹‹‹‹‹‹‹‹‹‹‹‹‹‹‹‹‹‹‹‹‹‹‹‹‹‹‹‹‹‹‹‹‹‹‹‹‹‹‹‹‹‹‹‹‹‹‹‹‹‹‹‹‹‹‹‹‹‹‹‹‹‹‹‹‹‹‹‹‹‹‹‹‹‹‹‹‹‹‹‹‹‹‹‹‹‹‹‹‹‹‹‹‹‹‹‹‹‹‹‹‹‹‹‹‹‹‹‹‹: [156, 578, 950, 591]
- multiz-base: =: [793, 1140, 801, 1154]
- scale-bar-left-tick: [400, 18, 401, 31]
- omim-gene-bar[interactable]: [156, 765, 950, 779]
- multiz-base: =: [610, 1125, 618, 1139]
- multiz-base: =: [854, 1125, 862, 1139]
- gtex-tissue-bar[interactable]: [267, 865, 272, 888]
- gtex-baseline: [156, 888, 950, 890]
- multiz-base: T: [182, 1050, 191, 1064]
